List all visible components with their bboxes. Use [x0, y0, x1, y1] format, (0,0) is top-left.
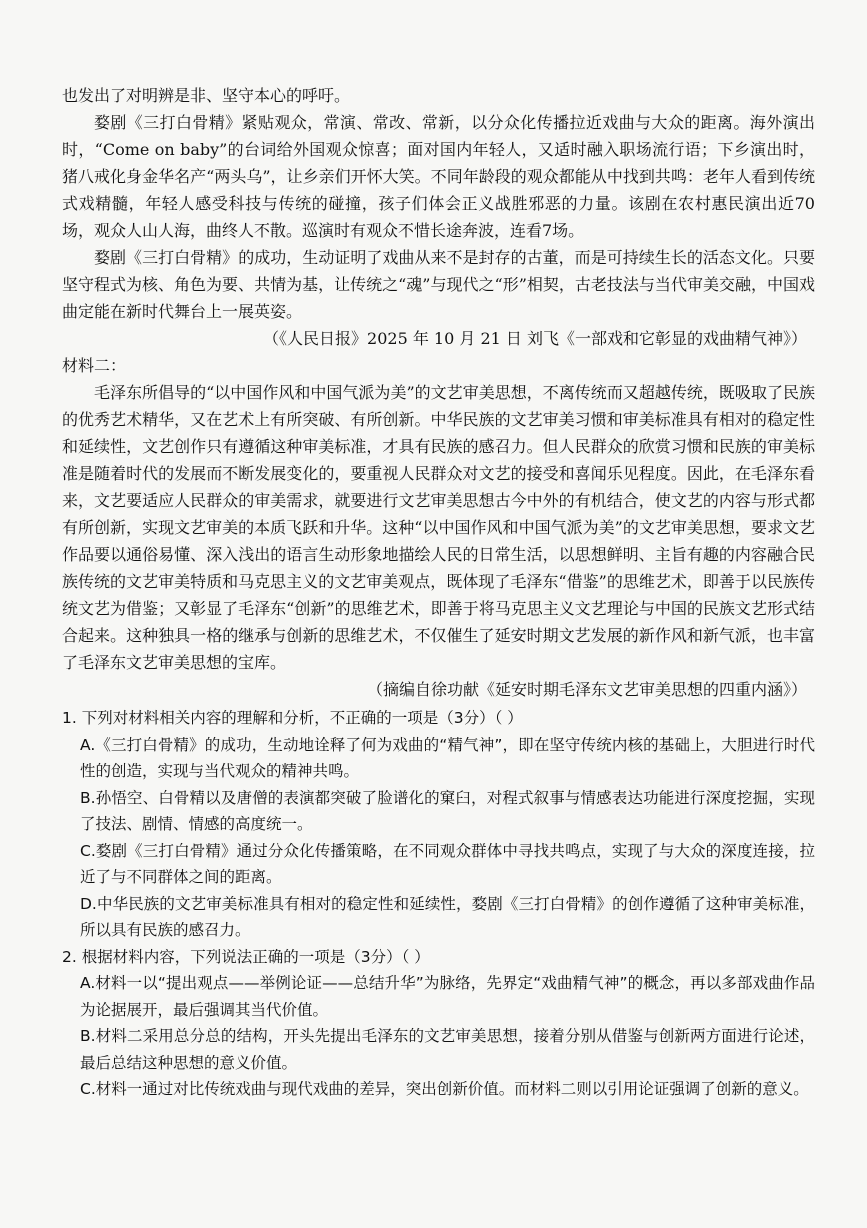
question-1-stem: 1. 下列对材料相关内容的理解和分析，不正确的一项是（3分）（ ）: [62, 709, 523, 727]
material2-paragraph: 毛泽东所倡导的“以中国作风和中国气派为美”的文艺审美思想，不离传统而又超越传统，既吸取了民族的优秀艺术精华，又在艺术上有所突破、有所创新。中华民族的文艺审美习惯和审美标准具有相对的稳定性和延续性，文艺创作只有遵循这种审美标准，才具有民族的感召力。但人民群众的欣赏习惯和民族的审美标准是随着时代的发展而不断发展变化的，要重视人民群众对文艺的接受和喜闻乐见程度。因此，在毛泽东看来，文艺要适应人民群众的审美需求，就要进行文艺审美思想古今中外的有机结合，使文艺的内容与形式都有所创新，实现文艺审美的本质飞跃和升华。这种“以中国作风和中国气派为美”的文艺审美思想，要求文艺作品要以通俗易懂、深入浅出的语言生动形象地描绘人民的日常生活，以思想鲜明、主旨有趣的内容融合民族传统的文艺审美特质和马克思主义的文艺审美观点，既体现了毛泽东“借鉴”的思维艺术，即善于以民族传统文艺为借鉴；又彰显了毛泽东“创新”的思维艺术，即善于将马克思主义文艺理论与中国的民族文艺形式结合起来。这种独具一格的继承与创新的思维艺术，不仅催生了延安时期文艺发展的新作风和新气派，也丰富了毛泽东文艺审美思想的宝库。: [62, 383, 815, 672]
material1-continuation: 也发出了对明辨是非、坚守本心的呼吁。: [62, 86, 351, 105]
question-1-option-a: A.《三打白骨精》的成功，生动地诠释了何为戏曲的“精气神”，即在坚守传统内核的基础上，大胆进行时代性的创造，实现与当代观众的精神共鸣。: [80, 735, 815, 780]
material1-paragraph-3: 婺剧《三打白骨精》的成功，生动证明了戏曲从来不是封存的古董，而是可持续生长的活态文化。只要坚守程式为核、角色为要、共情为基，让传统之“魂”与现代之“形”相契，古老技法与当代审美交融，中国戏曲定能在新时代舞台上一展英姿。: [62, 248, 815, 321]
material2-source: （摘编自徐功献《延安时期毛泽东文艺审美思想的四重内涵》）: [366, 680, 807, 699]
question-1-option-d: D.中华民族的文艺审美标准具有相对的稳定性和延续性，婺剧《三打白骨精》的创作遵循了这种审美标准，所以具有民族的感召力。: [80, 894, 815, 939]
question-2-stem: 2. 根据材料内容，下列说法正确的一项是（3分）（ ）: [62, 947, 430, 966]
question-1-option-b: B.孙悟空、白骨精以及唐僧的表演都突破了脸谱化的窠臼，对程式叙事与情感表达功能进行深度挖掘，实现了技法、剧情、情感的高度统一。: [80, 788, 815, 833]
question-1: [62, 705, 815, 944]
question-2: [62, 944, 815, 1103]
question-2-option-b: B.材料二采用总分总的结构，开头先提出毛泽东的文艺审美思想，接着分别从借鉴与创新两方面进行论述，最后总结这种思想的意义价值。: [80, 1027, 815, 1072]
material2-label: 材料二：: [62, 356, 127, 375]
material1-source: （《人民日报》2025 年 10 月 21 日 刘飞《一部戏和它彰显的戏曲精气神》）: [263, 329, 807, 348]
material1-paragraph-2: 婺剧《三打白骨精》紧贴观众，常演、常改、常新，以分众化传播拉近戏曲与大众的距离。海外演出时，“Come on baby”的台词给外国观众惊喜；面对国内年轻人，又适时融入职场流行语；下乡演出时，猪八戒化身金华名产“两头乌”，让乡亲们开怀大笑。不同年龄段的观众都能从中找到共鸣：老年人看到传统式戏精髓，年轻人感受科技与传统的碰撞，孩子们体会正义战胜邪恶的力量。该剧在农村惠民演出近70场，观众人山人海，曲终人不散。巡演时有观众不惜长途奔波，连看7场。: [62, 113, 815, 240]
question-1-option-c: C.婺剧《三打白骨精》通过分众化传播策略，在不同观众群体中寻找共鸣点，实现了与大众的深度连接，拉近了与不同群体之间的距离。: [80, 841, 815, 886]
question-2-option-c: C.材料一通过对比传统戏曲与现代戏曲的差异，突出创新价值。而材料二则以引用论证强调了创新的意义。: [80, 1080, 809, 1098]
question-2-option-a: A.材料一以“提出观点——举例论证——总结升华”为脉络，先界定“戏曲精气神”的概念，再以多部戏曲作品为论据展开，最后强调其当代价值。: [80, 974, 815, 1019]
